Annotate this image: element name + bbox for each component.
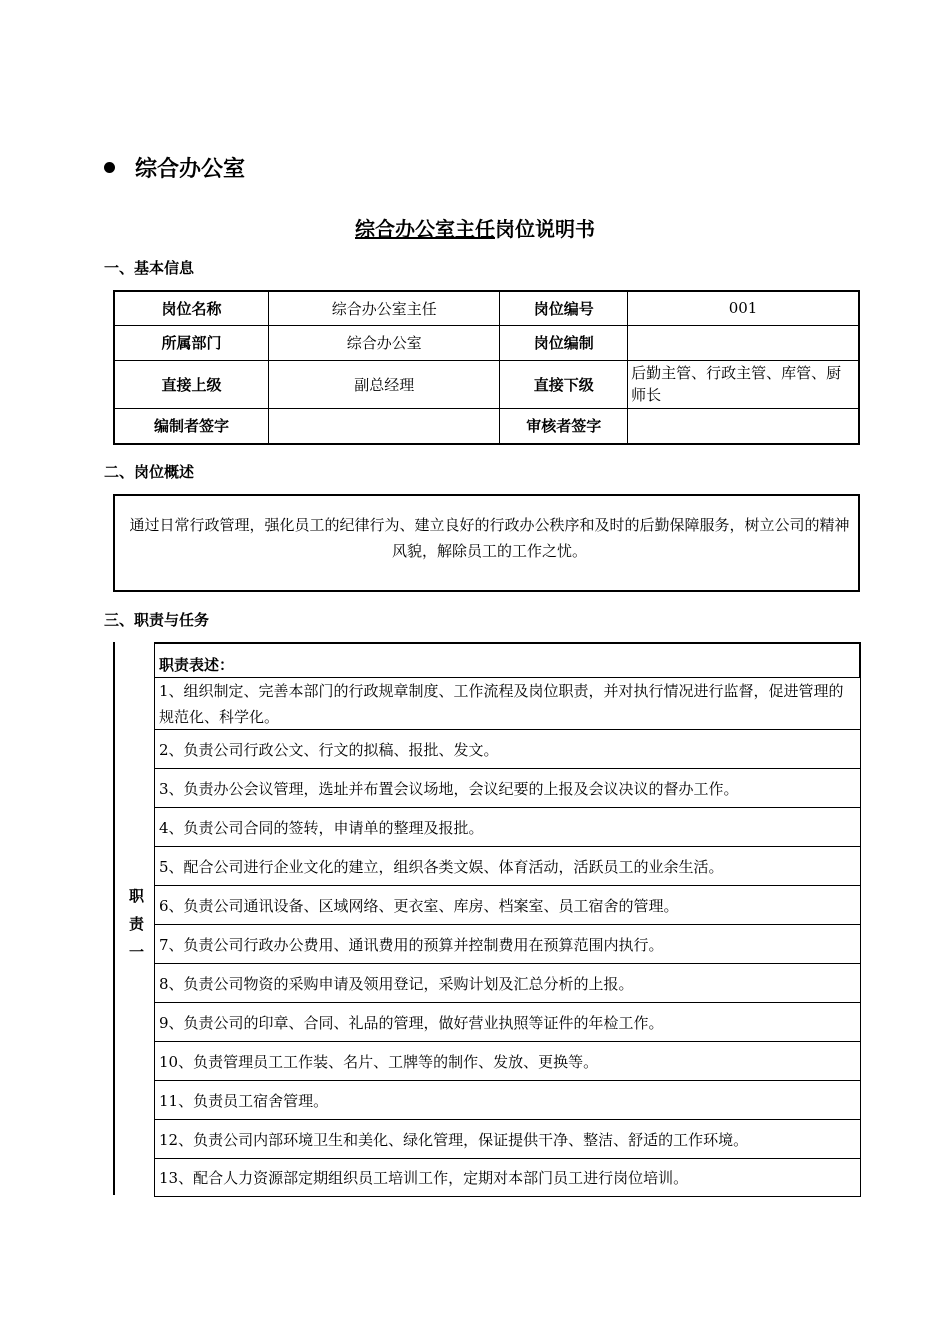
duties-table [113,642,860,1195]
duty-side-label: 职责一 [129,887,145,961]
duty-item-text: 13、配合人力资源部定期组织员工培训工作，定期对本部门员工进行岗位培训。 [159,1169,689,1187]
duty-item-text: 11、负责员工宿舍管理。 [159,1091,329,1110]
duty-item-text: 2、负责公司行政公文、行文的拟稿、报批、发文。 [159,740,499,759]
duty-item-text: 12、负责公司内部环境卫生和美化、绿化管理，保证提供干净、整洁、舒适的工作环境。 [159,1130,749,1149]
label-cell: 岗位编号 [500,291,628,325]
list-item [155,1041,861,1080]
duty-item-text: 3、负责办公会议管理，选址并布置会议场地，会议纪要的上报及会议决议的督办工作。 [159,779,739,798]
list-item [155,885,861,924]
value-cell: 综合办公室主任 [269,291,500,325]
table-row [114,325,859,360]
table-row [114,408,859,444]
list-item [155,1002,861,1041]
duty-item-text: 4、负责公司合同的签转，申请单的整理及报批。 [159,818,484,837]
duty-list [154,642,861,1197]
label-cell: 直接上级 [114,360,269,408]
document-title-position: 综合办公室主任 [355,217,495,241]
value-cell [628,325,859,360]
table-row [114,360,859,408]
label-cell: 审核者签字 [500,408,628,444]
list-item [155,729,861,768]
duty-item-text: 1、组织制定、完善本部门的行政规章制度、工作流程及岗位职责，并对执行情况进行监督，促进管理的规范化、科学化。 [159,681,844,726]
document-title [0,213,950,242]
list-item [155,1158,861,1197]
document-title-suffix: 岗位说明书 [495,217,595,241]
bullet-icon [104,162,115,173]
duty-item-text: 9、负责公司的印章、合同、礼品的管理，做好营业执照等证件的年检工作。 [159,1013,664,1032]
value-cell [269,408,500,444]
value-cell: 综合办公室 [269,325,500,360]
label-cell: 直接下级 [500,360,628,408]
duty-side-column [113,642,154,1195]
section-heading-text: 综合办公室 [135,157,246,182]
value-cell: 副总经理 [269,360,500,408]
table-row [114,291,859,325]
list-item [155,1119,861,1158]
list-item [155,846,861,885]
duties-heading: 三、职责与任务 [104,611,210,629]
duty-item-text: 7、负责公司行政办公费用、通讯费用的预算并控制费用在预算范围内执行。 [159,935,664,954]
list-item [155,807,861,846]
label-cell: 岗位编制 [500,325,628,360]
value-cell: 后勤主管、行政主管、库管、厨师长 [628,360,859,408]
list-item [155,677,861,729]
duty-item-text: 5、配合公司进行企业文化的建立，组织各类文娱、体育活动，活跃员工的业余生活。 [159,857,724,876]
duty-item-text: 6、负责公司通讯设备、区域网络、更衣室、库房、档案室、员工宿舍的管理。 [159,896,679,915]
duty-item-text: 8、负责公司物资的采购申请及领用登记，采购计划及汇总分析的上报。 [159,974,634,993]
list-item [155,768,861,807]
value-cell: 001 [628,291,859,325]
label-cell: 所属部门 [114,325,269,360]
duty-item-text: 10、负责管理员工工作装、名片、工牌等的制作、发放、更换等。 [159,1052,599,1071]
basic-info-heading: 一、基本信息 [104,259,195,277]
list-item [155,963,861,1002]
list-item [155,924,861,963]
section-heading [104,152,245,183]
label-cell: 岗位名称 [114,291,269,325]
duty-list-title: 职责表述： [155,644,861,677]
list-item [155,1080,861,1119]
overview-heading: 二、岗位概述 [104,463,195,481]
overview-box [113,494,860,592]
value-cell [628,408,859,444]
label-cell: 编制者签字 [114,408,269,444]
basic-info-table [113,290,860,445]
overview-text: 通过日常行政管理，强化员工的纪律行为、建立良好的行政办公秩序和及时的后勤保障服务，树立公司的精神风貌，解除员工的工作之忧。 [129,516,850,560]
